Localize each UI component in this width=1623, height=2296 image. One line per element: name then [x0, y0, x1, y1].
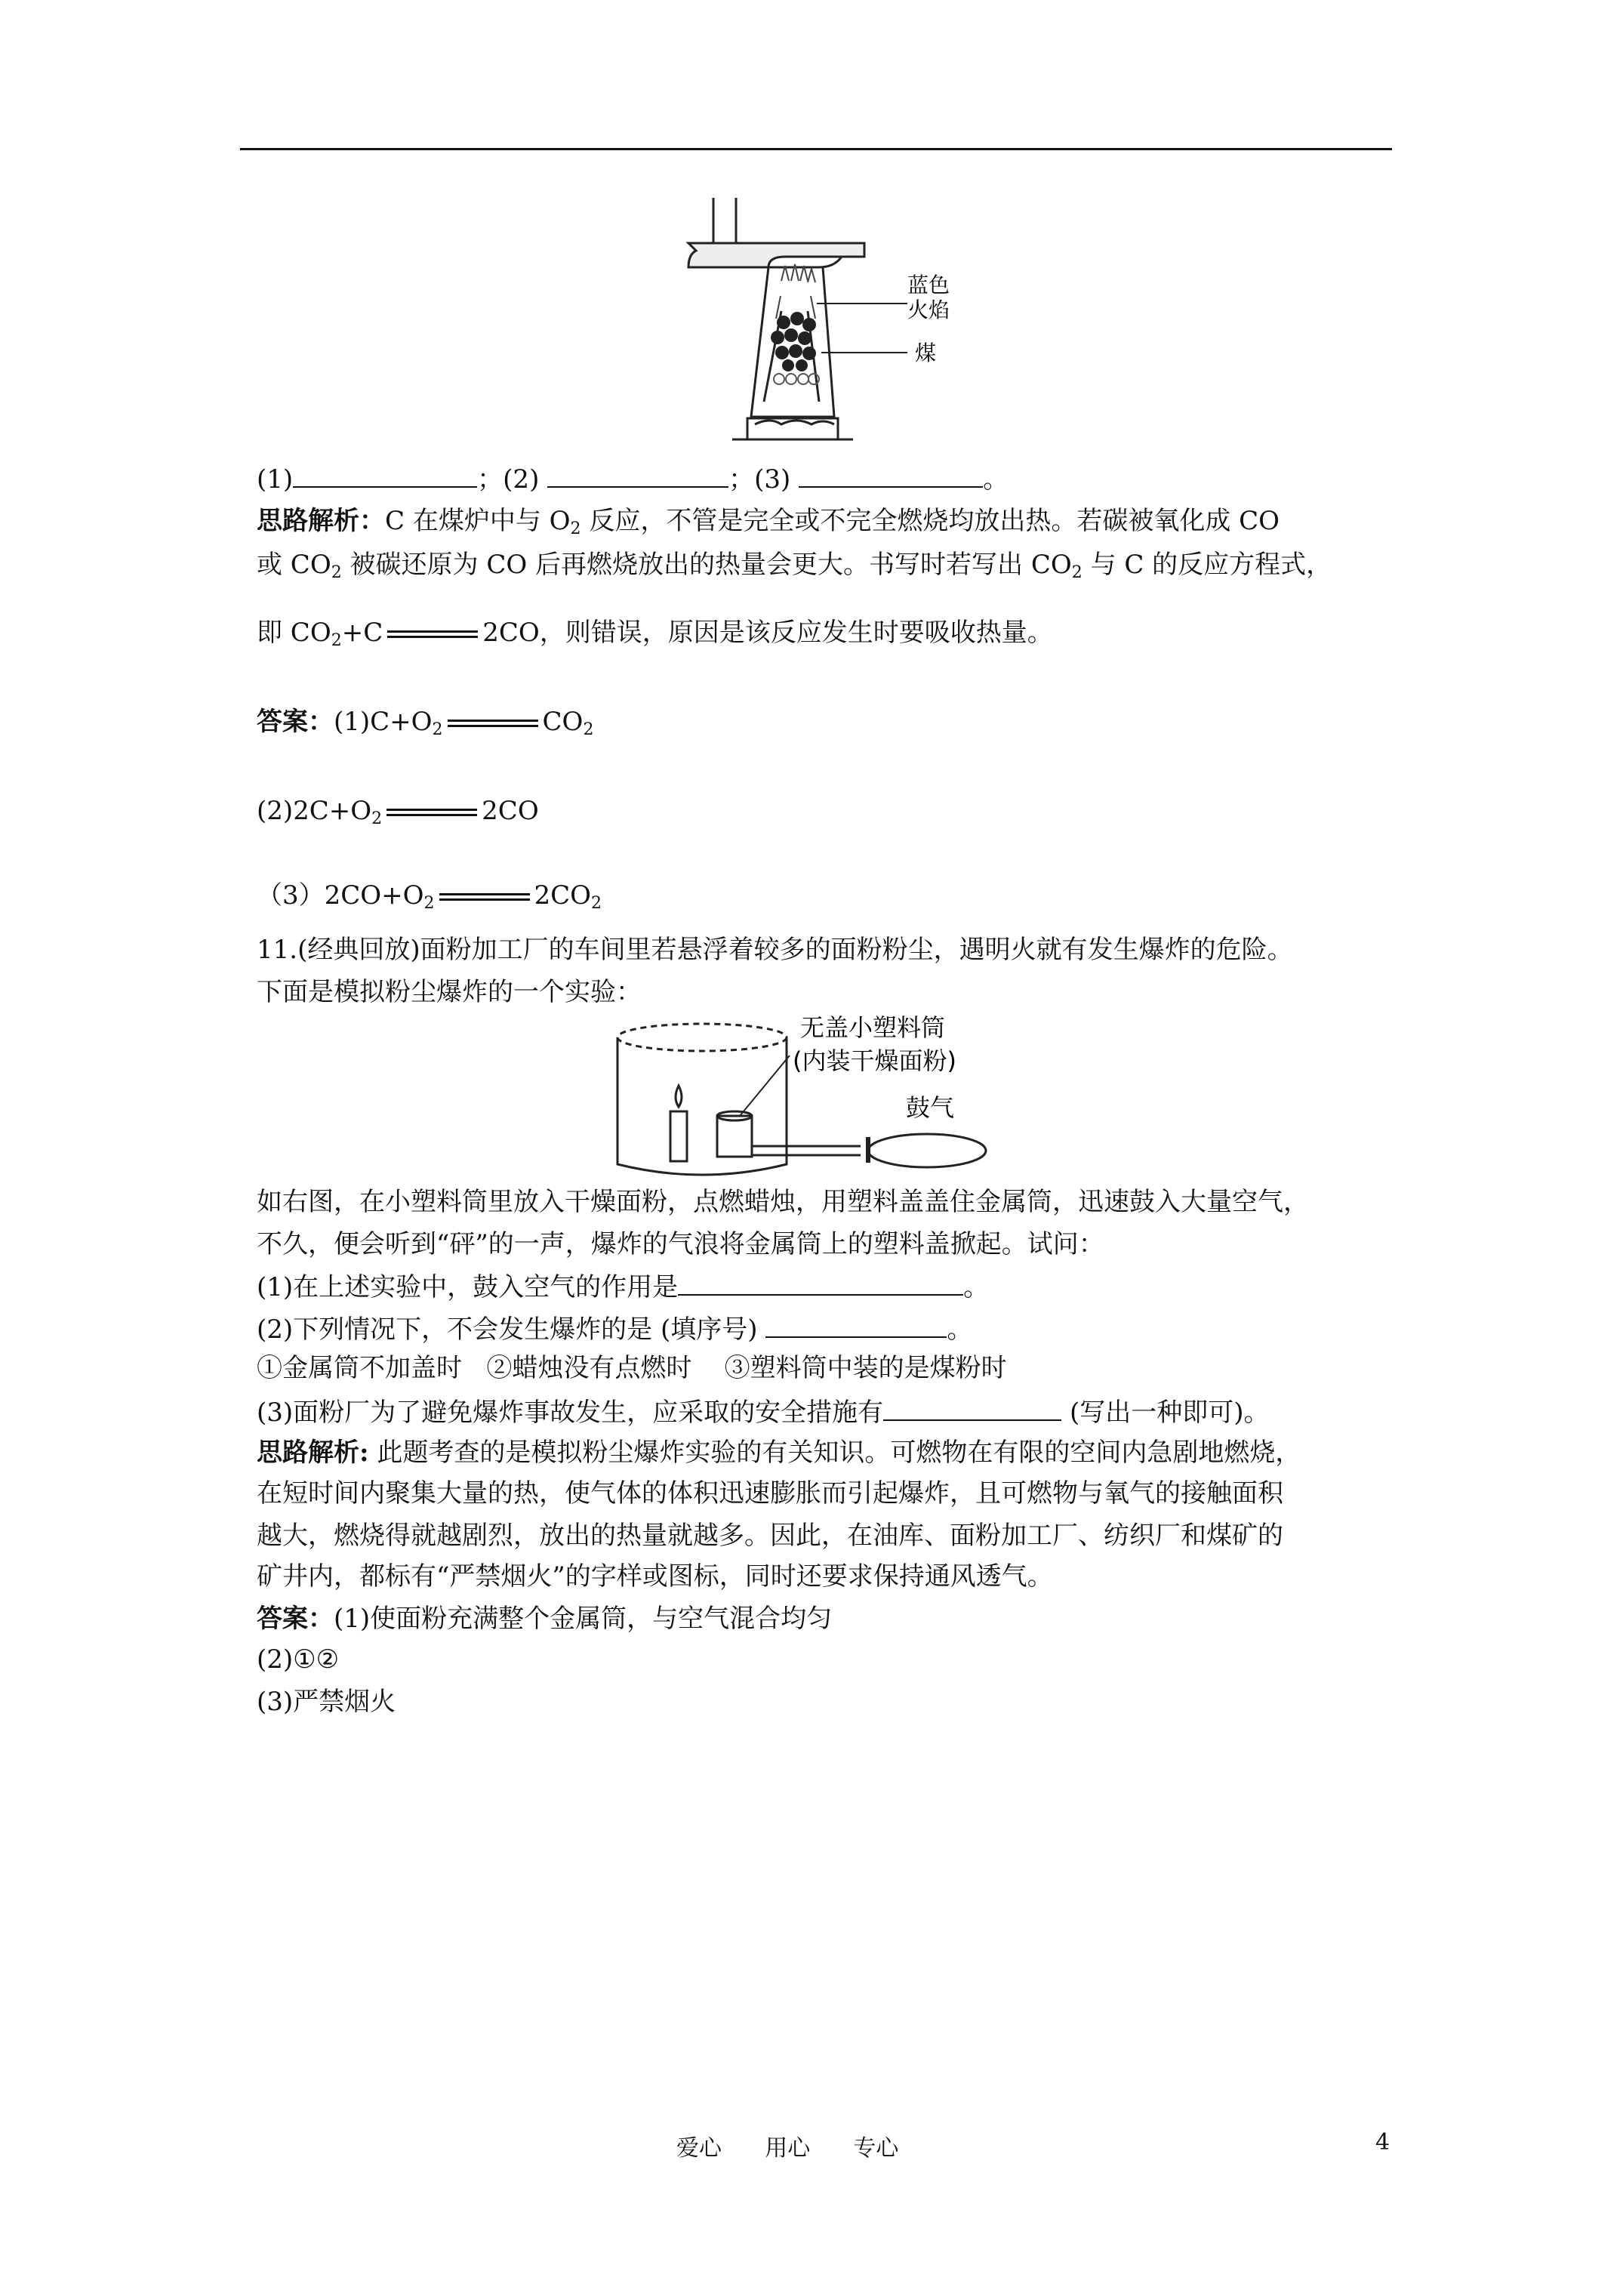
- coal-stove-figure: [679, 198, 966, 455]
- q10-analysis-line3: 即 $CO_2+C$ 2CO，则错误，原因是该反应发生时要吸收热量。: [257, 618, 1053, 650]
- header-rule: [240, 148, 1392, 150]
- flame-label-line1: 蓝色: [907, 273, 950, 297]
- dust-explosion-figure: [604, 1004, 1027, 1185]
- q10-answer-1: 答案：$(1)C+O_2$ $CO_2$: [257, 707, 594, 739]
- q10-blanks: (1) ；(2) ；(3) 。: [257, 461, 1009, 496]
- blow-air-label: 鼓气: [906, 1093, 955, 1122]
- coal-label: 煤: [915, 341, 937, 365]
- q11-desc-line1: 如右图，在小塑料筒里放入干燥面粉，点燃蜡烛，用塑料盖盖住金属筒，迅速鼓入大量空气，: [257, 1187, 1309, 1217]
- q10-answer-2: $(2)2C+O_2$ 2CO: [257, 796, 539, 828]
- q11-answer-1: 答案：(1)使面粉充满整个金属筒，与空气混合均匀: [257, 1604, 833, 1634]
- cup-label-line1: 无盖小塑料筒: [800, 1013, 946, 1042]
- q11-title-line2: 下面是模拟粉尘爆炸的一个实验：: [257, 977, 642, 1007]
- q10-analysis-line1: 思路解析：C 在煤炉中与 $O_2$ 反应，不管是完全或不完全燃烧均放出热。若碳被氧化成 CO: [257, 506, 1280, 538]
- q11-blank-3[interactable]: [883, 1394, 1061, 1421]
- flame-label-line2: 火焰: [907, 297, 950, 322]
- q11-title-line1: 11.(经典回放)面粉加工厂的车间里若悬浮着较多的面粉粉尘，遇明火就有发生爆炸的危险。: [257, 935, 1293, 965]
- blank-2[interactable]: [547, 461, 728, 488]
- q10-analysis-line2: 或 $CO_2$ 被碳还原为 CO 后再燃烧放出的热量会更大。书写时若写出 $CO_2$ 与 C 的反应方程式，: [257, 550, 1332, 582]
- page-number: 4: [1375, 2129, 1390, 2156]
- q11-analysis-line4: 矿井内，都标有“严禁烟火”的字样或图标，同时还要求保持通风透气。: [257, 1561, 1053, 1592]
- analysis-label: 思路解析：: [257, 506, 385, 536]
- footer-motto: 爱心 用心 专心: [676, 2135, 899, 2162]
- q11-question-2: (2)下列情况下，不会发生爆炸的是 (填序号) 。: [257, 1311, 972, 1346]
- q10-answer-3: $(3)2CO+O_2$ $2CO_2$: [257, 880, 602, 913]
- cup-label-line2: (内装干燥面粉): [793, 1046, 956, 1075]
- blank-3[interactable]: [799, 461, 983, 488]
- q11-analysis-line1: 思路解析: 此题考查的是模拟粉尘爆炸实验的有关知识。可燃物在有限的空间内急剧地燃烧，: [257, 1438, 1301, 1468]
- q11-blank-1[interactable]: [678, 1268, 963, 1296]
- equation-equals-sign: [387, 630, 478, 638]
- q11-analysis-line2: 在短时间内聚集大量的热，使气体的体积迅速膨胀而引起爆炸，且可燃物与氧气的接触面积: [257, 1478, 1283, 1509]
- q11-desc-line2: 不久，便会听到“砰”的一声，爆炸的气浪将金属筒上的塑料盖掀起。试问：: [257, 1229, 1104, 1259]
- q11-options: ①金属筒不加盖时 ②蜡烛没有点燃时 ③塑料筒中装的是煤粉时: [257, 1353, 1007, 1383]
- q11-question-1: (1)在上述实验中，鼓入空气的作用是 。: [257, 1268, 989, 1304]
- q11-analysis-line3: 越大，燃烧得就越剧烈，放出的热量就越多。因此，在油库、面粉加工厂、纺织厂和煤矿的: [257, 1521, 1283, 1551]
- equation-equals-sign: [439, 893, 530, 901]
- q11-answer-2: (2)①②: [257, 1644, 340, 1675]
- q11-question-3: (3)面粉厂为了避免爆炸事故发生，应采取的安全措施有 (写出一种即可)。: [257, 1394, 1270, 1429]
- blank-1[interactable]: [293, 461, 477, 488]
- q11-blank-2[interactable]: [765, 1311, 947, 1338]
- equation-equals-sign: [387, 809, 477, 816]
- equation-equals-sign: [448, 720, 538, 727]
- q11-answer-3: (3)严禁烟火: [257, 1687, 396, 1717]
